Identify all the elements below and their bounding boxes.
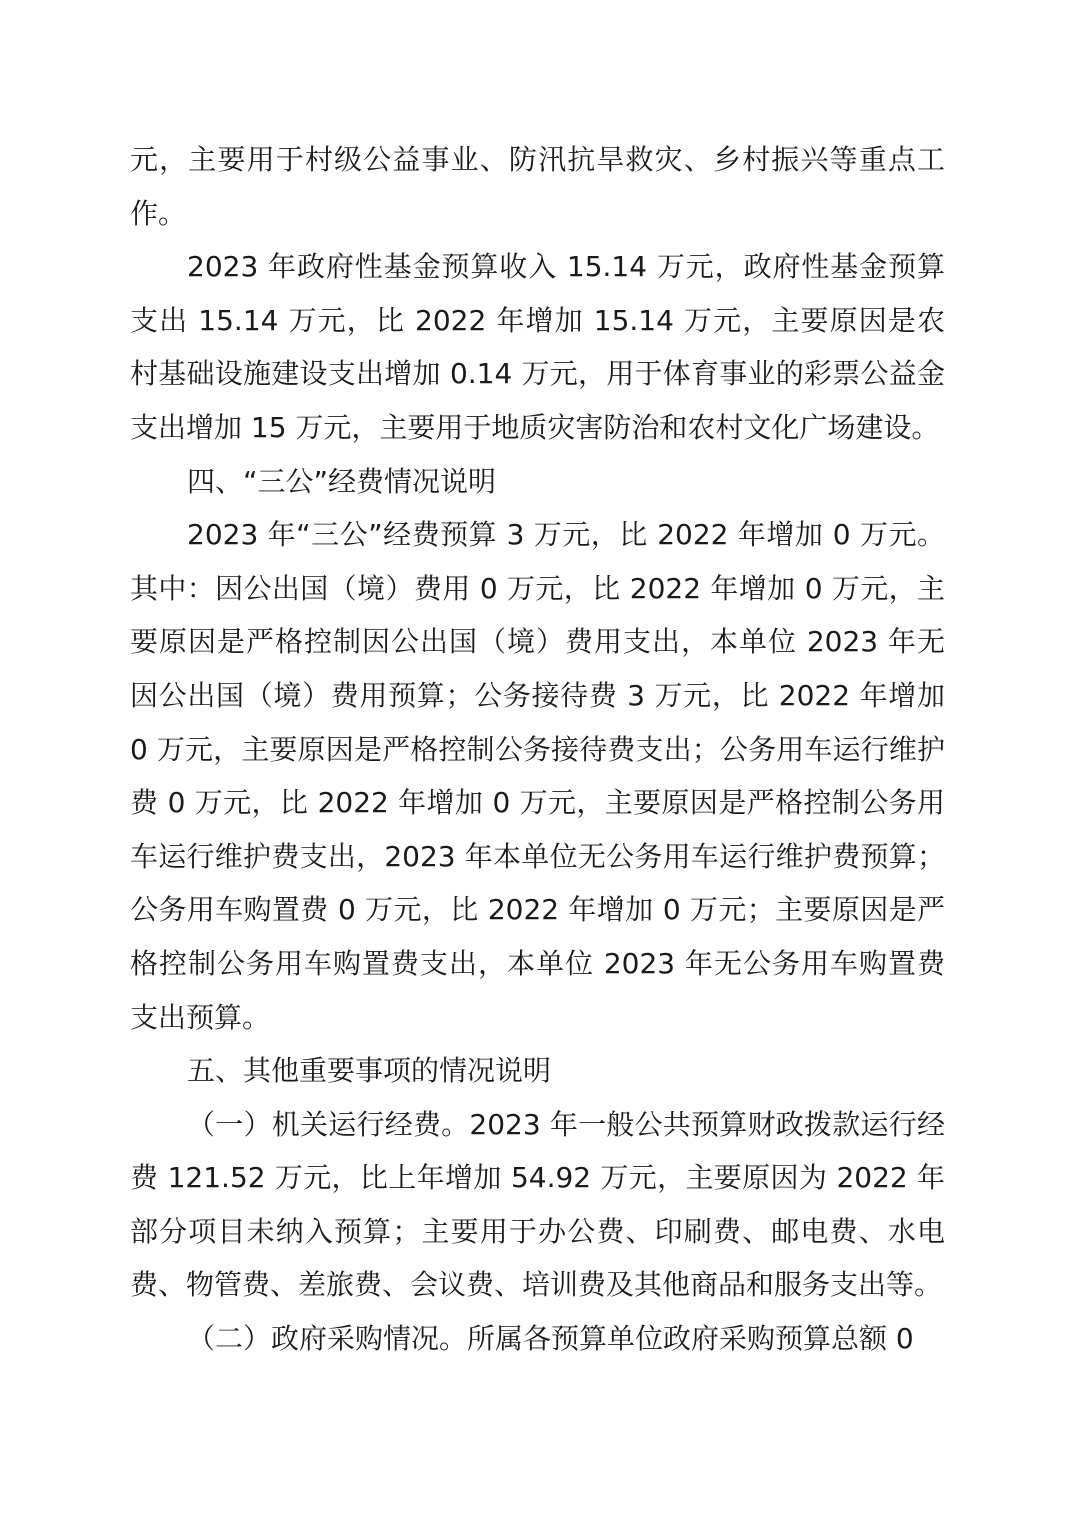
section-heading-other-matters: 五、其他重要事项的情况说明	[187, 1054, 552, 1088]
paragraph-continuation: 元，主要用于村级公益事业、防汛抗旱救灾、乡村振兴等重点工作。	[130, 143, 945, 230]
section-heading-three-public: 四、“三公”经费情况说明	[187, 464, 497, 498]
paragraph-government-procurement: （二）政府采购情况。所属各预算单位政府采购预算总额 0	[187, 1322, 914, 1356]
paragraph-government-fund: 2023 年政府性基金预算收入 15.14 万元，政府性基金预算支出 15.14 万元，比 2022 年增加 15.14 万元，主要原因是农村基础设施建设支出增加 0.14 万元，用于体育事业的彩票公益金支出增加 15 万元，主要用于地质灾害防治和农村文化广场建设。	[130, 250, 945, 444]
paragraph-three-public-expenses: 2023 年“三公”经费预算 3 万元，比 2022 年增加 0 万元。其中：因公出国（境）费用 0 万元，比 2022 年增加 0 万元，主要原因是严格控制因公出国（境）费用支出，本单位 2023 年无因公出国（境）费用预算；公务接待费 3 万元，比 2022 年增加 0 万元，主要原因是严格控制公务接待费支出；公务用车运行维护费 0 万元，比 2022 年增加 0 万元，主要原因是严格控制公务用车运行维护费支出，2023 年本单位无公务用车运行维护费预算；公务用车购置费 0 万元，比 2022 年增加 0 万元；主要原因是严格控制公务用车购置费支出，本单位 2023 年无公务用车购置费支出预算。	[130, 518, 945, 1034]
document-body	[130, 133, 945, 1366]
paragraph-operating-expenses: （一）机关运行经费。2023 年一般公共预算财政拨款运行经费 121.52 万元，比上年增加 54.92 万元，主要原因为 2022 年部分项目未纳入预算；主要用于办公费、印刷费、邮电费、水电费、物管费、差旅费、会议费、培训费及其他商品和服务支出等。	[130, 1107, 945, 1302]
